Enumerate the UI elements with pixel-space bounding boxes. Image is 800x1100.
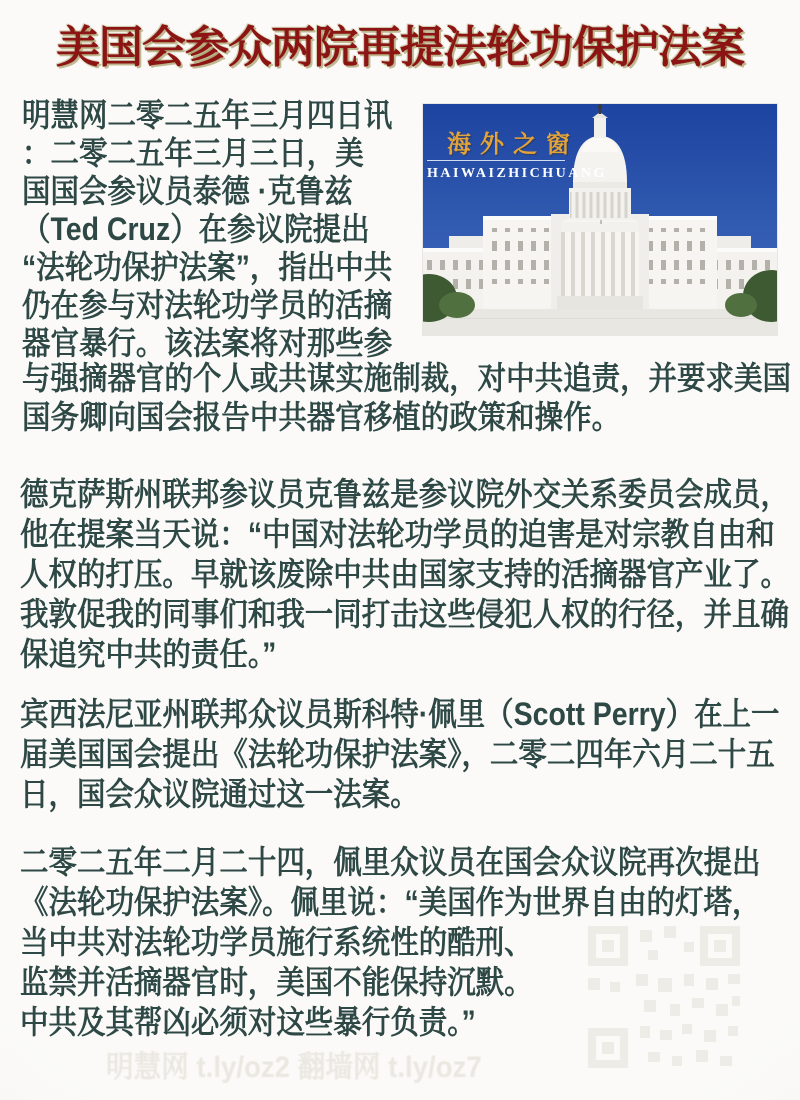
- text-line: 《法轮功保护法案》。佩里说：“美国作为世界自由的灯塔，: [20, 884, 761, 920]
- text-line: 明慧网二零二五年三月四日讯: [22, 97, 393, 133]
- text-line: 与强摘器官的个人或共谋实施制裁，对中共追责，并要求美国: [22, 360, 791, 396]
- photo-caption-chinese: 海外之窗: [447, 132, 579, 158]
- text-line: “法轮功保护法案”，指出中共: [22, 249, 393, 285]
- page-title: 美国会参众两院再提法轮功保护法案: [56, 23, 744, 72]
- text-line: 日，国会众议院通过这一法案。: [20, 776, 419, 812]
- paragraph-1-wrapped: [22, 96, 392, 362]
- text-line: 德克萨斯州联邦参议员克鲁兹是参议院外交关系委员会成员，: [20, 476, 789, 512]
- text-line: 仍在参与对法轮功学员的活摘: [22, 287, 393, 323]
- text-line: 国国会参议员泰德 ·克鲁兹: [22, 173, 353, 209]
- photo-caption-latin: HAIWAIZHICHUANG: [427, 166, 607, 181]
- photo-caption-divider: [427, 160, 565, 161]
- text-line: 国务卿向国会报告中共器官移植的政策和操作。: [22, 399, 621, 435]
- paragraph-3: [20, 694, 780, 814]
- bottom-watermark: 明慧网 t.ly/oz2 翻墙网 t.ly/oz7: [106, 1051, 482, 1084]
- paragraph-1-full: [22, 359, 791, 437]
- text-line: 我敦促我的同事们和我一同打击这些侵犯人权的行径，并且确: [20, 596, 789, 632]
- text-line: 保追究中共的责任。”: [20, 636, 277, 672]
- text-line: （Ted Cruz）在参议院提出: [22, 211, 370, 247]
- article-photo: [423, 104, 777, 335]
- text-line: 监禁并活摘器官时，美国不能保持沉默。: [20, 964, 533, 1000]
- text-line: 器官暴行。该法案将对那些参: [22, 325, 393, 361]
- text-line: 二零二五年二月二十四，佩里众议员在国会众议院再次提出: [20, 844, 761, 880]
- text-line: 宾西法尼亚州联邦众议员斯科特·佩里（Scott Perry）在上一: [20, 696, 780, 732]
- text-line: 人权的打压。早就该废除中共由国家支持的活摘器官产业了。: [20, 556, 789, 592]
- paragraph-2: [20, 474, 789, 674]
- qr-watermark: [588, 926, 740, 1068]
- text-line: 届美国国会提出《法轮功保护法案》，二零二四年六月二十五: [20, 736, 775, 772]
- text-line: 中共及其帮凶必须对这些暴行负责。”: [20, 1004, 476, 1040]
- text-line: ：二零二五年三月三日，美: [22, 135, 364, 171]
- text-line: 当中共对法轮功学员施行系统性的酷刑、: [20, 924, 533, 960]
- text-line: 他在提案当天说：“中国对法轮功学员的迫害是对宗教自由和: [20, 516, 775, 552]
